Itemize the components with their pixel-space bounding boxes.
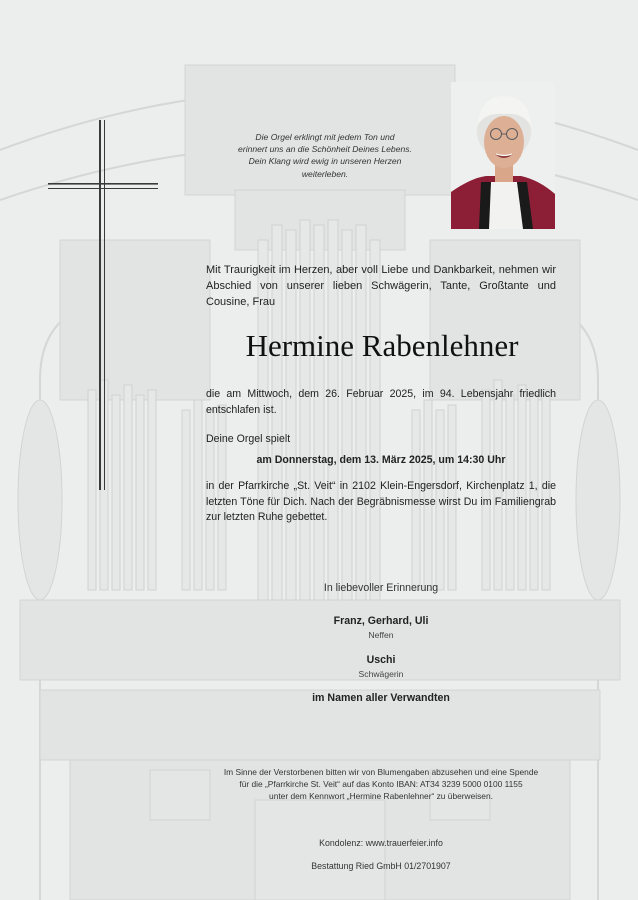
- undertaker-info: Bestattung Ried GmbH 01/2701907: [311, 861, 451, 871]
- quote-line: Dein Klang wird ewig in unseren Herzen: [248, 156, 402, 167]
- funeral-intro: Deine Orgel spielt: [206, 433, 291, 445]
- mourner-names: Franz, Gerhard, Uli: [333, 615, 429, 627]
- donation-note: [206, 767, 556, 802]
- funeral-details: in der Pfarrkirche „St. Veit“ in 2102 Klein-Engersdorf, Kirchenplatz 1, die letzten Töne für Dich. Nach der Begräbnismesse wirst Du im Familiengrab zur letzten Ruhe gebettet.: [206, 480, 556, 524]
- mourner-names: Uschi: [366, 654, 396, 666]
- donation-line: für die „Pfarrkirche St. Veit“ auf das Konto IBAN: AT34 3239 5000 0100 1155: [239, 778, 523, 789]
- donation-line: Im Sinne der Verstorbenen bitten wir von Blumengaben abzusehen und eine Spende: [223, 767, 539, 777]
- quote-line: Die Orgel erklingt mit jedem Ton und: [255, 132, 395, 142]
- passing-text: die am Mittwoch, dem 26. Februar 2025, im 94. Lebensjahr friedlich entschlafen ist.: [206, 388, 556, 416]
- deceased-name: Hermine Rabenlehner: [245, 328, 519, 363]
- condolence-link[interactable]: Kondolenz: www.trauerfeier.info: [319, 838, 443, 848]
- mourners-heading: In liebevoller Erinnerung: [323, 582, 439, 594]
- closing-line: im Namen aller Verwandten: [312, 692, 450, 704]
- memorial-quote: [205, 131, 445, 180]
- quote-line: erinnert uns an die Schönheit Deines Lebens.: [238, 144, 412, 155]
- funeral-date: am Donnerstag, dem 13. März 2025, um 14:30 Uhr: [256, 454, 506, 466]
- mourner-relation: Schwägerin: [358, 669, 404, 679]
- mourner-relation: Neffen: [368, 630, 394, 640]
- donation-line: unter dem Kennwort „Hermine Rabenlehner“ zu überweisen.: [269, 790, 493, 801]
- cross-icon: [48, 120, 160, 490]
- intro-text: Mit Traurigkeit im Herzen, aber voll Liebe und Dankbarkeit, nehmen wir Abschied von unserer lieben Schwägerin, Tante, Großtante und Cousine, Frau: [206, 264, 556, 308]
- portrait-photo: [451, 82, 555, 229]
- quote-line: weiterleben.: [301, 168, 349, 179]
